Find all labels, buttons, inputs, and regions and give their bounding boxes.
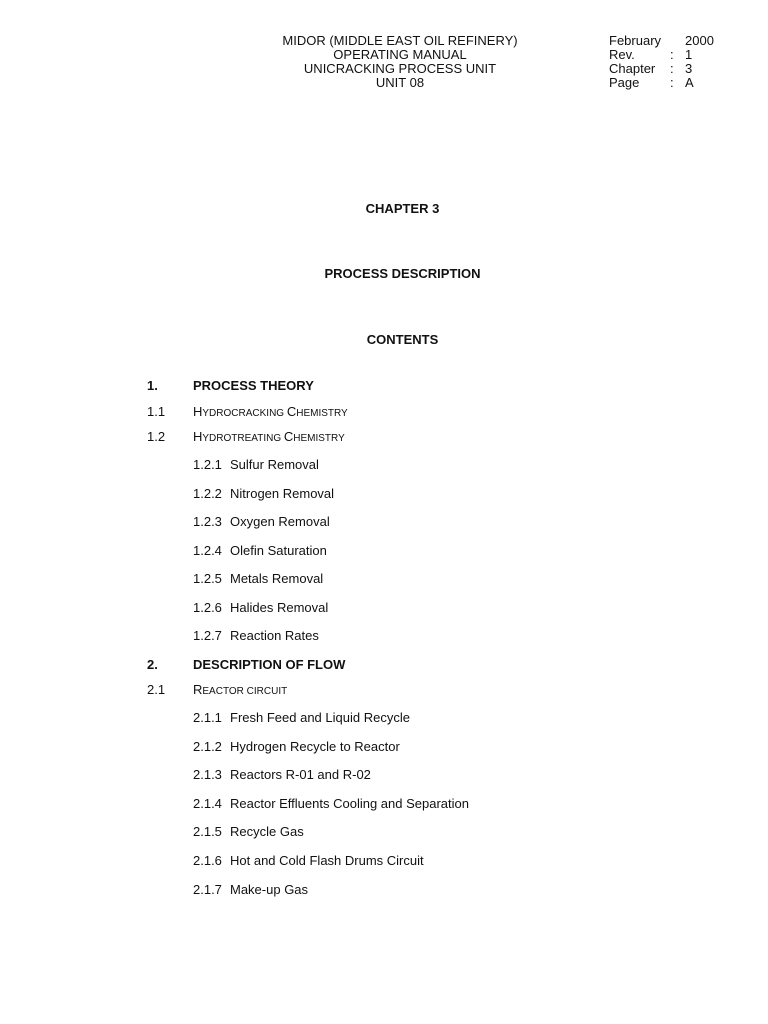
meta-chapter-colon: : (670, 61, 674, 76)
header-line-unit-number: UNIT 08 (375, 75, 425, 90)
page-title: PROCESS DESCRIPTION (324, 266, 481, 281)
toc-item: 1.2.6 Halides Removal (193, 600, 329, 615)
toc-item: 2.1.7 Make-up Gas (193, 882, 309, 897)
meta-page-value: A (685, 75, 694, 90)
toc-item: 1.2.4 Olefin Saturation (193, 543, 327, 558)
toc-subsection-title: HYDROTREATING CHEMISTRY (193, 429, 345, 444)
meta-rev-value: 1 (685, 47, 693, 62)
header-line-unit-name: UNICRACKING PROCESS UNIT (303, 61, 497, 76)
toc-item: 1.2.3 Oxygen Removal (193, 514, 330, 529)
header-line-manual: OPERATING MANUAL (333, 47, 467, 62)
meta-rev-label: Rev. (609, 47, 635, 62)
meta-chapter-value: 3 (685, 61, 693, 76)
toc-item: 2.1.4 Reactor Effluents Cooling and Separation (193, 796, 469, 811)
meta-page-label: Page (609, 75, 640, 90)
toc-item: 2.1.1 Fresh Feed and Liquid Recycle (193, 710, 410, 725)
toc-item: 1.2.7 Reaction Rates (193, 628, 319, 643)
toc-subsection-number: 1.1 (147, 404, 166, 419)
toc-section-title: PROCESS THEORY (193, 378, 314, 393)
contents-heading: CONTENTS (366, 332, 439, 347)
toc-subsection-title: REACTOR CIRCUIT (193, 682, 288, 697)
toc-item: 2.1.2 Hydrogen Recycle to Reactor (193, 739, 400, 754)
toc-item: 2.1.3 Reactors R-01 and R-02 (193, 767, 371, 782)
toc-subsection-title: HYDROCRACKING CHEMISTRY (193, 404, 348, 419)
toc-item: 1.2.1 Sulfur Removal (193, 457, 319, 472)
meta-date-value: 2000 (685, 33, 714, 48)
toc-section-number: 1. (147, 378, 158, 393)
toc-subsection-number: 1.2 (147, 429, 166, 444)
toc-item: 1.2.5 Metals Removal (193, 571, 324, 586)
chapter-heading: CHAPTER 3 (365, 201, 440, 216)
toc-item: 2.1.6 Hot and Cold Flash Drums Circuit (193, 853, 424, 868)
toc-subsection-number: 2.1 (147, 682, 166, 697)
toc-section-number: 2. (147, 657, 158, 672)
meta-chapter-label: Chapter (609, 61, 656, 76)
meta-page-colon: : (670, 75, 674, 90)
toc-section-title: DESCRIPTION OF FLOW (193, 657, 346, 672)
meta-date-label: February (609, 33, 662, 48)
meta-rev-colon: : (670, 47, 674, 62)
toc-item: 1.2.2 Nitrogen Removal (193, 486, 335, 501)
toc-item: 2.1.5 Recycle Gas (193, 824, 304, 839)
header-line-company: MIDOR (MIDDLE EAST OIL REFINERY) (282, 33, 518, 48)
